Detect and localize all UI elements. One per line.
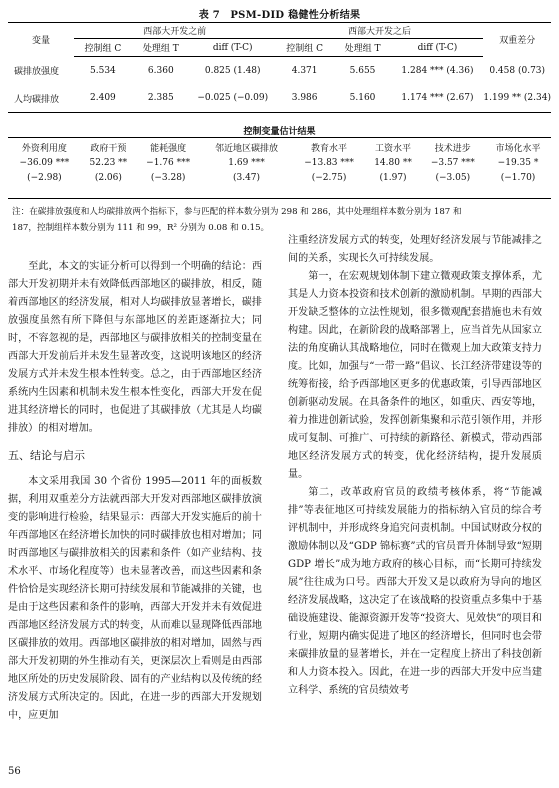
control-header: 能耗强度 [150,144,187,154]
table-cell: 1.174 *** (2.67) [391,85,483,113]
control-coef: 52.23 ** [89,157,128,168]
dd-header: 双重差分 [483,23,551,57]
table-cell: 5.160 [334,85,392,113]
control-header: 市场化水平 [495,144,541,154]
results-table [8,22,551,113]
row-label: 碳排放强度 [14,67,60,77]
table-note-line: 187，控制组样本数分别为 111 和 99，R² 分别为 0.08 和 0.15。 [12,223,270,233]
control-t: (−3.28) [150,172,186,183]
control-coef: 14.80 ** [374,157,412,168]
table-cell: 5.534 [90,65,116,76]
paragraph: 第二，改革政府官员的政绩考核体系，将“节能减排”等表征地区可持续发展能力的指标纳入官员的综合考评机制中，并形成终身追究问责机制。中国试财政分权的激励体制以及“GDP 锦标赛”式的官员晋升体制导致“短期 GDP 增长”成为地方政府的核心目标，而“长期可持续发展”往往成为口号。西部大开发又是以政府为导向的地区经济发展战略，这决定了在该战略的投资重点多集中于基础设施建设、能源资源开发等“投资大、见效快”的项目和行业，短期内确实促进了地区的经济增长，但同时也会带来碳排放量的显著增长，并在一定程度上挤出了科技创新和人力资本投入。因此，在进一步的西部大开发中应当建立科学、系统的官员绩效考 [288,487,542,696]
control-title: 控制变量估计结果 [243,127,316,137]
control-t: (−2.98) [27,172,62,183]
control-t: (2.06) [94,172,122,183]
table-cell: 1.199 ** (2.34) [483,85,551,113]
paragraph: 注重经济发展方式的转变，处理好经济发展与节能减排之间的关系，实现长久可持续发展。 [288,235,542,264]
control-coef-row [8,155,551,170]
control-coef: −3.57 *** [430,157,475,168]
var-header: 变量 [8,23,74,57]
sub-header: diff (T-C) [190,39,276,57]
table-row [8,85,551,113]
sub-header: 处理组 T [334,39,392,57]
sub-header: 处理组 T [132,39,190,57]
divider [8,137,551,138]
control-header: 教育水平 [311,144,348,154]
paragraph: 至此，本文的实证分析可以得到一个明确的结论：西部大开发初期并未有效降低西部地区的碳排放，相反，随着西部地区的经济发展，相对人均碳排放显著增长，碳排放强度虽然有所下降但与东部地区的差距逐渐拉大；同时，不容忽视的是，西部地区与碳排放相关的控制变量在西部大开发前后并未发生显著改变，这说明该地区的经济发展方式并未发生根本性转变。总之，由于西部地区经济系统内生因素和机制未发生根本性变化，西部大开发在促进其经济增长的同时，也促进了其碳排放（尤其是人均碳排放）的相对增加。 [8,261,262,434]
table-cell: 2.409 [74,85,132,113]
left-column [8,258,262,725]
table-cell: 4.371 [291,65,318,76]
table-cell: 6.360 [147,65,174,76]
control-coef: 1.69 *** [228,157,265,168]
table-cell: 0.458 (0.73) [489,65,546,76]
control-header-row [8,140,551,155]
page-number: 56 [8,766,21,777]
sub-header: 控制组 C [276,39,334,57]
sub-header: diff (T-C) [391,39,483,57]
table-cell: −0.025 (−0.09) [190,85,276,113]
sub-header: 控制组 C [74,39,132,57]
divider [8,198,551,199]
control-t-row [8,170,551,185]
control-header: 邻近地区碳排放 [215,144,279,154]
control-header: 工资水平 [375,144,412,154]
control-coef: −1.76 *** [146,157,191,168]
control-coef: −19.35 * [497,157,539,168]
table-cell: 5.655 [349,65,376,76]
paragraph: 本文采用我国 30 个省份 1995—2011 年的面板数据，利用双重差分方法就西部大开发对西部地区碳排放演变的影响进行检验，结果显示：西部大开发实施后的前十年西部地区在经济增长加快的同时碳排放也相对增加；同时西部地区与碳排放相关的因素和条件（如产业结构、技术水平、市场化程度等）也未显著改善，而这些因素和条件恰恰是实现经济长期可持续发展和节能减排的关键，也是由于这些因素和条件的影响，西部大开发并未有效促进西部地区经济发展方式的转变，从而难以显现降低西部地区碳排放的效用。西部地区碳排放的相对增加，固然与西部大开发初期的外生推动有关，更深层次上看则是由西部地区所处的历史发展阶段、固有的产业结构以及传统的经济发展方式所决定的。因此，在进一步的西部大开发规划中，应更加 [8,476,262,721]
control-header: 政府干预 [90,144,127,154]
table-cell: 0.825 (1.48) [204,65,261,76]
control-t: (−1.70) [500,172,536,183]
right-column [288,232,542,700]
control-header: 外资利用度 [21,144,67,154]
control-table [8,140,551,185]
control-coef: −13.83 *** [304,157,354,168]
control-header: 技术进步 [434,144,471,154]
control-t: (3.47) [232,172,261,183]
control-t: (−2.75) [311,172,347,183]
group-after-header: 西部大开发之后 [276,23,484,39]
control-coef: −36.09 *** [19,157,70,168]
table-caption: 表 7 PSM-DID 稳健性分析结果 [198,10,361,21]
row-label: 人均碳排放 [8,85,74,113]
group-before-header: 西部大开发之前 [74,23,276,39]
table-cell: 1.284 *** (4.36) [401,65,474,76]
section-title: 五、结论与启示 [8,449,85,462]
table-note-line: 注：在碳排放强度和人均碳排放两个指标下，参与匹配的样本数分别为 298 和 286，其中处理组样本数分别为 187 和 [12,207,462,217]
table-cell: 3.986 [276,85,334,113]
paragraph: 第一，在宏观规划体制下建立微观政策支撑体系，尤其是人力资本投资和技术创新的激励机制。早期的西部大开发缺乏整体的立法性规划，很多微观配套措施也未有效构建。因此，在新阶段的战略部署上，应当首先从国家立法的角度确认其战略地位，同时在微观上加大政策支持力度。比如，加强与“一带一路”倡议、长江经济带建设等的统筹衔接，给予西部地区更多的优惠政策，引导西部地区创新驱动发展。在具备条件的地区，如重庆、西安等地，着力推进创新试验，发挥创新集聚和示范引领作用，并形成可复制、可推广、可持续的新路径、新模式，带动西部地区经济发展方式的转变，优化经济结构，提升发展质量。 [288,271,542,480]
control-t: (−3.05) [435,172,471,183]
control-t: (1.97) [379,172,407,183]
table-row [8,57,551,85]
table-cell: 2.385 [132,85,190,113]
